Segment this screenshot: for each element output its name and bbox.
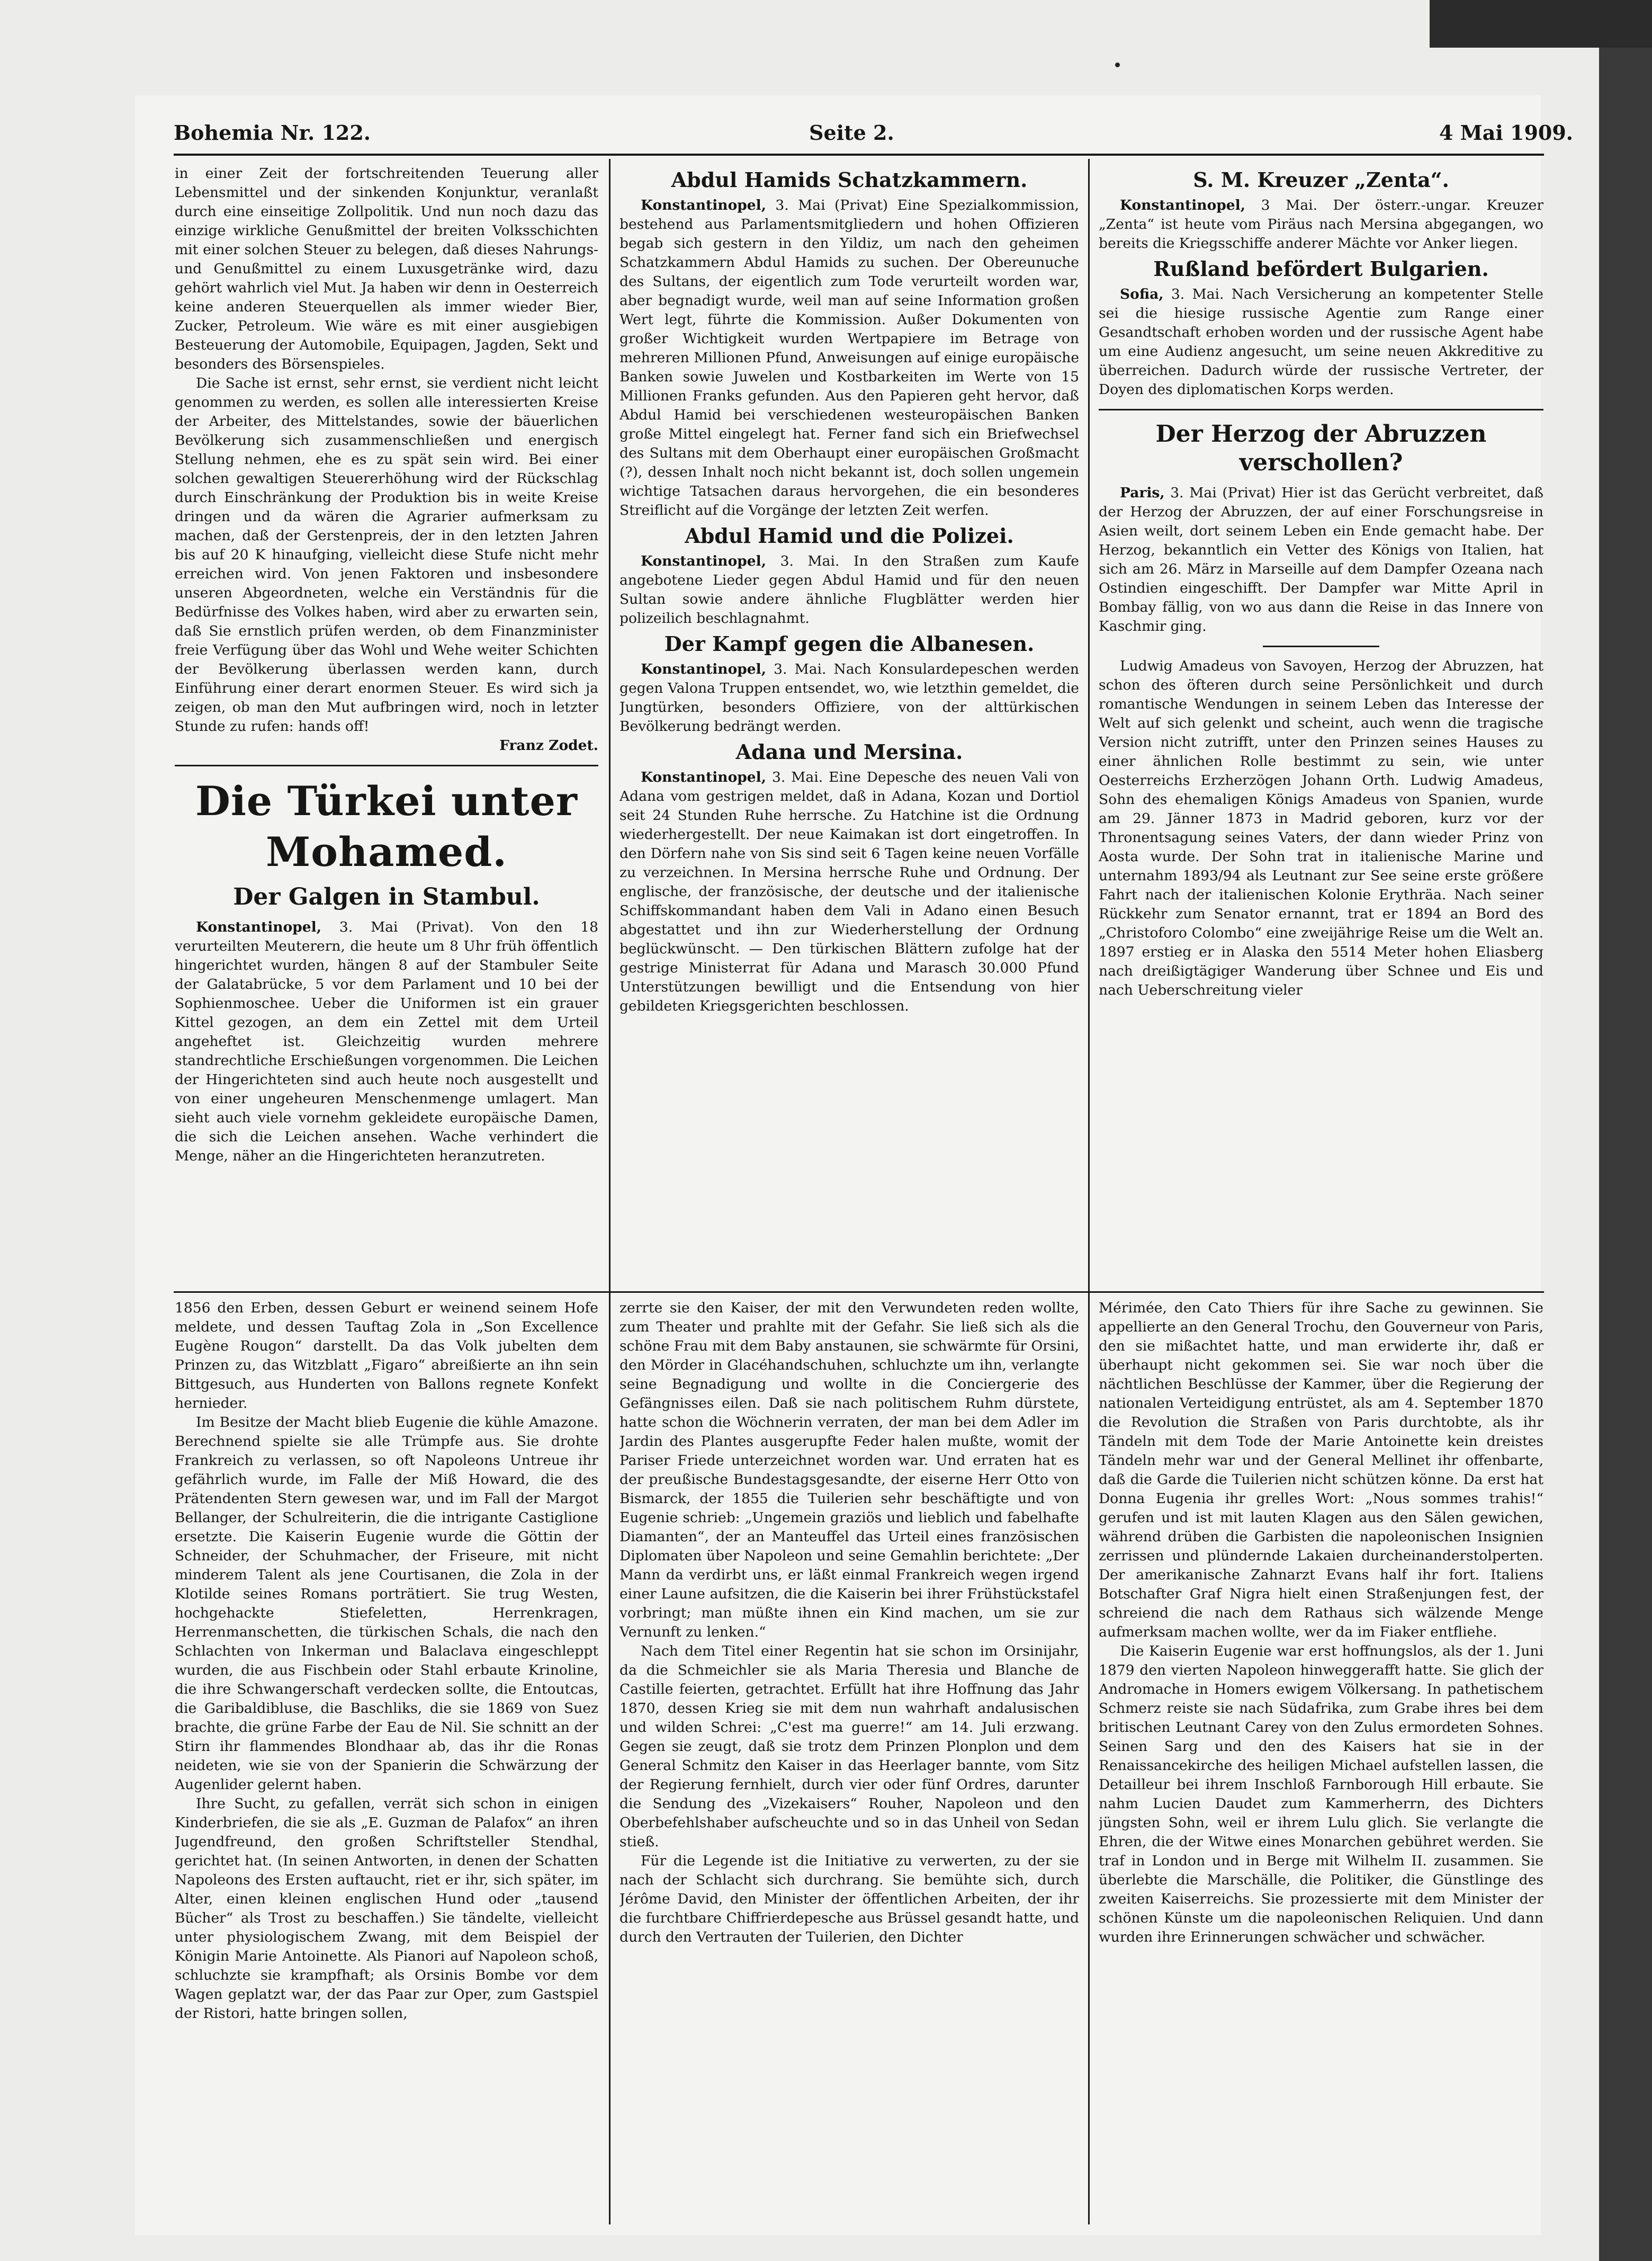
report-text: 3. Mai. In den Straßen zum Kaufe angebotene Lieder gegen Abdul Hamid und für den neuen Sultan sowie andere ähnliche Flugblätter werden hier polizeilich beschlagnahmt. <box>620 553 1079 627</box>
column-rule-1 <box>609 159 610 2224</box>
column-rule-2 <box>1088 159 1090 2224</box>
section-rule <box>175 765 598 766</box>
upper-column-3 <box>1099 164 1543 1287</box>
dateline: Konstantinopel, <box>196 919 321 935</box>
report-text: 3. Mai. Nach Versicherung an kompetenter Stelle sei die hiesige russische Agentie zum Range einer Gesandtschaft erhoben worden und der russische Agent habe um eine Audienz angesucht, um seine neuen Akkreditive zu überreichen. Dadurch würde der russische Vertreter, der Doyen des diplomatischen Korps werden. <box>1099 286 1543 398</box>
paragraph: Für die Legende ist die Initiative zu verwerten, zu der sie nach der Schlacht sich durchrang. Sie bemühte sich, durch Jérôme David, den Minister der öffentlichen Arbeiten, der ihr die furchtbare Chiffrierdepesche aus Brüssel gesandt hatte, und durch den Vertrauten der Tuilerien, den Dichter <box>620 1853 1079 1945</box>
article-title: Die Türkei unter Mohamed. <box>195 778 578 875</box>
section-heading: Der Kampf gegen die Albanesen. <box>664 632 1035 656</box>
report-text: 3 Mai. Der österr.-ungar. Kreuzer „Zenta“ ist heute vom Piräus nach Mersina abgegangen, wo bereits die Kriegsschiffe anderer Mächte vor Anker liegen. <box>1099 197 1543 252</box>
dateline: Sofia, <box>1120 286 1164 302</box>
feuilleton-column-2 <box>620 1299 1079 2231</box>
header-page-number: Seite 2. <box>809 121 894 145</box>
report-text: 3. Mai. Nach Konsulardepeschen werden gegen Valona Truppen entsendet, wo, wie letzthin gemeldet, die Jungtürken, besonders Offiziere, von der alttürkischen Bevölkerung bedrängt werden. <box>620 661 1079 735</box>
paragraph: Ludwig Amadeus von Savoyen, Herzog der Abruzzen, hat schon des öfteren durch seine Persönlichkeit und durch romantische Wendungen in seinem Leben das Interesse der Welt auf sich gelenkt und scheint, auch wenn die tragische Version nicht zutrifft, unter den Prinzen seines Hauses zu einer ähnlichen Rolle bestimmt zu sein, wie unter Oesterreichs Erzherzögen Johann Orth. Ludwig Amadeus, Sohn des ehemaligen Königs Amadeus von Spanien, wurde am 29. Jänner 1873 in Madrid geboren, kurz vor der Thronentsagung seines Vaters, der dann wieder Prinz von Aosta wurde. Der Sohn trat in italienische Marine und unternahm 1893/94 als Leutnant zur See seine erste größere Fahrt nach der italienischen Kolonie Erythräa. Nach seiner Rückkehr zum Senator ernannt, trat er 1894 an Bord des „Christoforo Colombo“ eine zweijährige Reise um die Welt an. 1897 erstieg er in Alaska den 5514 Meter hohen Eliasberg nach dreißigtägiger Wanderung über Schnee und Eis und nach Ueberschreitung vieler <box>1099 658 1543 998</box>
paragraph: Mérimée, den Cato Thiers für ihre Sache zu gewinnen. Sie appellierte an den General Trochu, den Gouverneur von Paris, den sie mißachtet hatte, und man erwiderte ihr, daß er überhaupt nicht gekommen sei. Sie war noch über die nächtlichen Beschlüsse der Kammer, über die Regierung der nationalen Verteidigung entrüstet, als am 4. September 1870 die Revolution die Straßen von Paris durchtobte, als ihr Tändeln mit dem Tode der Marie Antoinette kein dreistes Tändeln mehr war und der General Mellinet ihr offenbarte, daß die Garde die Tuilerien nicht schützen könne. Da erst hat Donna Eugenia ihr grelles Wort: „Nous sommes trahis!“ gerufen und ist mit lauten Klagen aus den Sälen gewichen, während drüben die Garbisten die napoleonischen Insignien zerrissen und plündernde Lakaien durcheinanderstolperten. Der amerikanische Zahnarzt Evans half ihr fort. Italiens Botschafter Graf Nigra hielt einen Straßenjungen fest, der schreiend die nach dem Rathaus sich wälzende Menge aufmerksam machen wollte, wer da im Fiaker entfliehe. <box>1099 1300 1543 1640</box>
dateline: Konstantinopel, <box>641 553 766 569</box>
section-rule <box>1099 409 1543 410</box>
paragraph: Ihre Sucht, zu gefallen, verrät sich schon in einigen Kinderbriefen, die sie als „E. Guzman de Palafox“ an ihren Jugendfreund, den großen Schriftsteller Stendhal, gerichtet hat. (In seinen Antworten, in denen der Schatten Napoleons des Ersten auftaucht, riet er ihr, sich später, im Alter, einen kleinen englischen Hund oder „tausend Bücher“ als Trost zu beschaffen.) Sie tändelte, vielleicht unter physiologischem Zwang, mit dem Beispiel der Königin Marie Antoinette. Als Pianori auf Napoleon schoß, schluchzte sie krampfhaft; als Orsinis Bombe vor dem Wagen geplatzt war, der das Paar zur Oper, zum Gastspiel der Ristori, hatte bringen sollen, <box>175 1795 598 2022</box>
paragraph: Die Kaiserin Eugenie war erst hoffnungslos, als der 1. Juni 1879 den vierten Napoleon hinweggerafft hatte. Sie glich der Andromache in Homers ewigem Völkersang. In pathetischem Schmerz reiste sie nach Südafrika, zum Grabe ihres bei dem britischen Leutnant Carey von den Zulus ermordeten Sohnes. Seinen Sarg und den des Kaisers hat sie in der Renaissancekirche des heiligen Michael aufstellen lassen, die Detailleur bei ihrem Inschloß Farnborough Hill erbaute. Sie nahm Lucien Daudet zum Kammerherrn, des Dichters jüngsten Sohn, weil er ihrem Lulu glich. Sie verlangte die Ehren, die der Witwe eines Monarchen gebühret werden. Sie traf in London und in Berge mit Wilhelm II. zusammen. Sie überlebte die Marschälle, die Politiker, die Günstlinge des zweiten Kaiserreichs. Sie prozessierte mit dem Minister der schönen Künste um die napoleonischen Reliquien. Und dann wurden ihre Erinnerungen schwächer und schwächer. <box>1099 1643 1543 1945</box>
header-rule <box>174 154 1544 156</box>
author-signature: Franz Zodet. <box>499 737 598 754</box>
report-text: 3. Mai (Privat) Hier ist das Gerücht verbreitet, daß der Herzog der Abruzzen, der auf einer Forschungsreise in Asien weilt, dort seinem Leben ein Ende gemacht habe. Der Herzog, bekanntlich ein Vetter des Königs von Italien, hat sich am 26. März in Marseille auf dem Dampfer Ozeana nach Ostindien eingeschifft. Der Dampfer war Mitte April in Bombay fällig, von wo aus dann die Reise in das Innere von Kaschmir ging. <box>1099 485 1543 634</box>
page-header <box>174 121 1574 153</box>
upper-column-2 <box>620 164 1079 1287</box>
section-heading: Abdul Hamids Schatzkammern. <box>671 168 1028 192</box>
page-edge-shadow <box>1430 0 1652 48</box>
feuilleton-column-3 <box>1099 1299 1543 2231</box>
feuilleton-column-1 <box>175 1299 598 2231</box>
section-heading: Adana und Mersina. <box>735 740 963 764</box>
dateline: Paris, <box>1120 485 1165 501</box>
paragraph: Nach dem Titel einer Regentin hat sie schon im Orsinijahr, da die Schmeichler sie als Maria Theresia und Blanche de Castille feierten, getrachtet. Erfüllt hat ihre Hoffnung das Jahr 1870, dessen Krieg sie mit dem nun wahrhaft andalusischen und wilden Schrei: „C'est ma guerre!“ am 14. Juli erzwang. Gegen sie zeugt, daß sie trotz dem Prinzen Plonplon und dem General Schmitz den Kaiser in das Heerlager bannte, vom Sitz der Regierung fernhielt, durch vier oder fünf Ordres, darunter die Sendung des „Vizekaisers“ Rouher, Napoleon und den Oberbefehlshaber aufscheuchte und so in das Unheil von Sedan stieß. <box>620 1643 1079 1850</box>
report-text: 3. Mai. Eine Depesche des neuen Vali von Adana vom gestrigen meldet, daß in Adana, Kozan und Dortiol seit 24 Stunden Ruhe herrsche. Zu Hatchine ist die Ordnung wiederhergestellt. Der neue Kaimakan ist dort eingetroffen. In den Dörfern nahe von Sis sind seit 6 Tagen keine neuen Vorfälle zu verzeichnen. In Mersina herrsche Ruhe und Ordnung. Der englische, der französische, der deutsche und der italienische Schiffskommandant haben dem Vali in Adano einen Besuch abgestattet und ihn zur Wiederherstellung der Ordnung beglückwünscht. — Den türkischen Blättern zufolge hat der gestrige Ministerrat für Adana und Marasch 30.000 Pfund Unterstützungen bewilligt und die Entsendung von hier gebildeten Kriegsgerichten beschlossen. <box>620 769 1079 1014</box>
section-heading: S. M. Kreuzer „Zenta“. <box>1193 168 1449 192</box>
ink-speck <box>1115 62 1120 67</box>
dateline: Konstantinopel, <box>641 197 766 213</box>
paragraph: zerrte sie den Kaiser, der mit den Verwundeten reden wollte, zum Theater und prahlte mit der Gefahr. Sie ließ sich als die schöne Frau mit dem Baby anstaunen, sie schwärmte für Orsini, den Mörder in Glacéhandschuhen, schluchzte um ihn, verlangte seine Begnadigung und wollte in die Conciergerie des Gefängnisses eilen. Daß sie nach politischem Ruhm dürstete, hatte schon die Wöchnerin verraten, der man bei dem Adler im Jardin des Plantes ausgerupfte Feder halen mußte, womit der Pariser Friede unterzeichnet worden war. Und erraten hat es der preußische Bundestagsgesandte, der eiserne Herr Otto von Bismarck, der 1855 die Tuilerien sehr beschäftigte und von Eugenie schrieb: „Ungemein graziös und lieblich und fabelhafte Diamanten“, der an Manteuffel das Urteil eines französischen Diplomaten über Napoleon und seine Gemahlin berichtete: „Der Mann da verdirbt uns, er läßt einmal Frankreich wegen irgend einer Laune aufsitzen, die die Kaiserin bei ihrer Frühstückstafel vorbringt; man müßte ihnen ein Kind machen, um sie zur Vernunft zu lenken.“ <box>620 1300 1079 1640</box>
feuilleton-rule <box>174 1291 1544 1293</box>
header-date: 4 Mai 1909. <box>1439 121 1574 145</box>
dateline: Konstantinopel, <box>1120 197 1245 213</box>
article-subtitle: Der Galgen in Stambul. <box>233 883 540 910</box>
dateline: Konstantinopel, <box>641 661 766 677</box>
dateline: Konstantinopel, <box>641 769 766 785</box>
paragraph: Die Sache ist ernst, sehr ernst, sie verdient nicht leicht genommen zu werden, es sollen alle interessierten Kreise der Arbeiter, des Mittelstandes, sowie der bäuerlichen Bevölkerung sich zusammenschließen und energisch Stellung nehmen, ehe es zu spät sein wird. Bei einer solchen gewaltigen Steuererhöhung wird der Rückschlag durch Einschränkung der Produktion bis in weite Kreise dringen und da wären die Agrarier aufmerksam zu machen, daß der Gerstenpreis, der in den letzten Jahren bis auf 20 K hinaufging, vielleicht diese Stufe nicht mehr erreichen wird. Von jenen Faktoren und insbesondere unseren Abgeordneten, welche ein Verständnis für die Bedürfnisse des Volkes haben, wird aber zu erwarten sein, daß Sie ernstlich prüfen werden, ob dem Finanzminister freie Verfügung über das Wohl und Wehe weiter Schichten der Bevölkerung überlassen werden kann, durch Einführung einer derart enormen Steuer. Es wird sich ja zeigen, ob man den Mut aufbringen wird, noch in letzter Stunde zu rufen: hands off! <box>175 375 598 735</box>
paragraph: Im Besitze der Macht blieb Eugenie die kühle Amazone. Berechnend spielte sie alle Trümpfe aus. Sie drohte Frankreich zu verlassen, so oft Napoleons Untreue ihr gefährlich wurde, im Falle der Miß Howard, die des Prätendenten Stern gewesen war, und im Fall der Margot Bellanger, der Schulreiterin, die die intrigante Castiglione ersetzte. Die Kaiserin Eugenie wurde die Göttin der Schneider, der Schuhmacher, der Friseure, mit nicht minderem Talent als jene Courtisanen, die Zola in der Klotilde seines Romans porträtiert. Sie trug Westen, hochgehackte Stiefeletten, Herrenkragen, Herrenmanschetten, die türkischen Schals, die nach den Schlachten von Inkerman und Balaclava eingeschleppt wurden, die aus Fischbein oder Stahl erbaute Krinoline, die ihre Schwangerschaft verdecken sollte, die Entoutcas, die Garibaldibluse, die Baschliks, die sie 1869 von Suez brachte, die grüne Farbe der Eau de Nil. Sie schnitt an der Stirn ihr flammendes Blondhaar ab, das ihr die Ronas neideten, wie sie von der Spanierin die Schwärzung der Augenlider gelernt haben. <box>175 1414 598 1793</box>
article-title: Der Herzog der Abruzzen verschollen? <box>1155 421 1487 476</box>
header-publication: Bohemia Nr. 122. <box>174 121 371 145</box>
upper-column-1 <box>175 164 598 1287</box>
paragraph: in einer Zeit der fortschreitenden Teuerung aller Lebensmittel und der sinkenden Konjunktur, veranlaßt durch eine einseitige Zollpolitik. Und nun noch dazu das einzige wirkliche Genußmittel der breiten Volksschichten mit einer solchen Steuer zu belegen, daß dieses Nahrungs- und Genußmittel zu einem Luxusgetränke wird, dazu gehört wahrlich viel Mut. Ja haben wir denn in Oesterreich keine anderen Steuerquellen als immer wieder Bier, Zucker, Petroleum. Wie wäre es mit einer ausgiebigen Besteuerung der Automobile, Equipagen, Jagden, Sekt und besonders des Börsenspieles. <box>175 165 598 372</box>
page-edge-dark <box>1599 48 1652 2261</box>
report-text: 3. Mai (Privat). Von den 18 verurteilten Meuterern, die heute um 8 Uhr früh öffentlich hingerichtet wurden, hängen 8 auf der Stambuler Seite der Galatabrücke, 5 vor dem Parlament und 10 bei der Sophienmoschee. Ueber die Uniformen ist ein grauer Kittel gezogen, an dem ein Zettel mit dem Urteil angeheftet ist. Gleichzeitig wurden mehrere standrechtliche Erschießungen vorgenommen. Die Leichen der Hingerichteten sind auch heute noch ausgestellt und von einer ungeheuren Menschenmenge umlagert. Man sieht auch viele vornehm gekleidete europäische Damen, die sich die Leichen ansehen. Wache verhindert die Menge, näher an die Hingerichteten heranzutreten. <box>175 919 598 1164</box>
paragraph: 1856 den Erben, dessen Geburt er weinend seinem Hofe meldete, und dessen Tauftag Zola in „Son Excellence Eugène Rougon“ darstellt. Da das Volk jubelten dem Prinzen zu, das Witzblatt „Figaro“ abreißierte an ihn sein Bittgesuch, aus Hunderten von Ballons regnete Konfekt hernieder. <box>175 1300 598 1411</box>
section-heading: Rußland befördert Bulgarien. <box>1153 257 1489 281</box>
section-rule <box>1263 646 1379 647</box>
section-heading: Abdul Hamid und die Polizei. <box>685 524 1014 548</box>
report-text: 3. Mai (Privat) Eine Spezialkommission, bestehend aus Parlamentsmitgliedern und hohen Offizieren begab sich gestern in den Yildiz, um nach den geheimen Schatzkammern Abdul Hamids zu suchen. Der Obereunuche des Sultans, der eigentlich zum Tode verurteilt worden war, aber begnadigt wurde, weil man auf seine Information großen Wert legt, führte die Kommission. Außer Dokumenten von großer Wichtigkeit wurden Wertpapiere im Betrage von mehreren Millionen Pfund, Anweisungen auf einige europäische Banken sowie Juwelen und Kostbarkeiten im Werte von 15 Millionen Franks gefunden. Aus den Papieren geht hervor, daß Abdul Hamid bei verschiedenen westeuropäischen Banken große Mittel eingelegt hat. Ferner fand sich ein Briefwechsel des Sultans mit dem Oberhaupt einer europäischen Großmacht (?), dessen Inhalt noch nicht bekannt ist, doch sollen ungemein wichtige Tatsachen daraus hervorgehen, die ein besonderes Streiflicht auf die Vorgänge der letzten Zeit werfen. <box>620 197 1079 519</box>
